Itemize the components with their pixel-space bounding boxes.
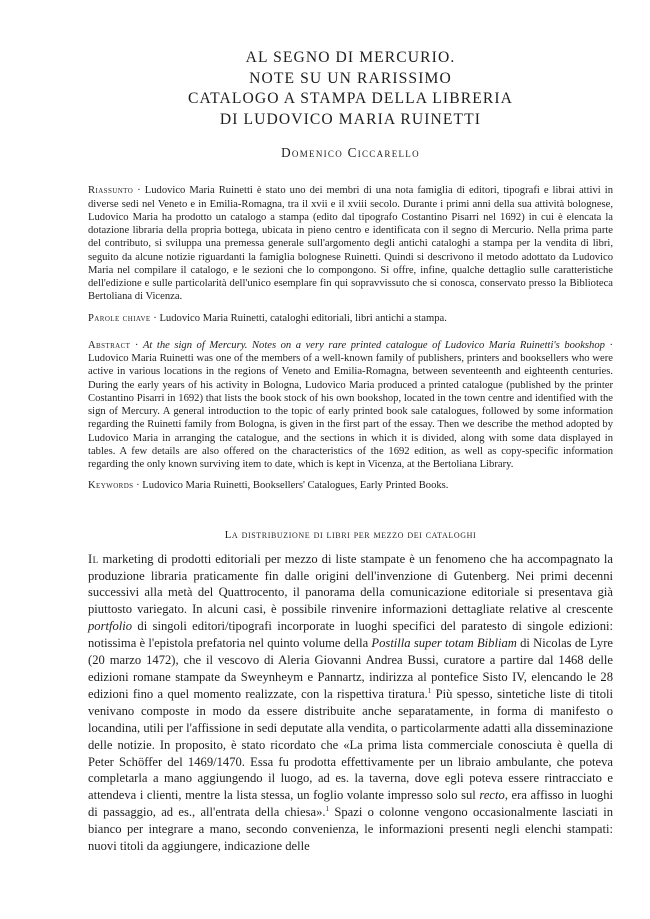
- parole-chiave-label: Parole chiave: [88, 312, 151, 324]
- abstract-english-title: At the sign of Mercury. Notes on a very rare printed catalogue of Ludovico Maria Ruinetti's bookshop: [142, 339, 605, 351]
- body-run: Spazi o colonne vengono occasionalmente lasciati in bianco per integrare a mano, secondo convenienza, le informazioni presenti negli elenchi stampati: nuovi titoli da aggiungere, indicazione delle: [88, 805, 613, 854]
- abstract-label: Abstract: [88, 339, 131, 351]
- parole-chiave-paragraph: [88, 312, 613, 325]
- footnote-ref[interactable]: 1: [427, 686, 432, 695]
- body-paragraph: [88, 551, 613, 855]
- article-title: [88, 48, 613, 161]
- title-line: AL SEGNO DI MERCURIO.: [245, 49, 456, 66]
- separator: ·: [133, 185, 145, 197]
- separator: ·: [150, 312, 160, 324]
- body-run: di singoli editori/tipografi incorporate in luoghi specifici del paratesto di singole edizioni: notissima è l'epistola prefatoria nel quinto volume della: [88, 619, 613, 651]
- author-name: Domenico Ciccarello: [281, 145, 420, 161]
- italic-term: recto: [479, 788, 505, 803]
- riassunto-label: Riassunto: [88, 185, 134, 197]
- section-heading: La distribuzione di libri per mezzo dei cataloghi: [224, 528, 477, 541]
- title-line: DI LUDOVICO MARIA RUINETTI: [219, 110, 482, 128]
- abstract-block: [88, 184, 613, 492]
- body-run: Più spesso, sintetiche liste di titoli venivano composte in modo da essere distribuite anche separatamente, in forma di manifesto o locandina, utili per l'affissione in sedi deputate alla vendita, o particolarmente adatti alla disseminazione delle notizie. In proposito, è stato ricordato che «La prima lista commerciale conosciuta è quella di Peter Schöffer del 1469/1470. Essa fu prodotta effettivamente per un libraio ambulante, che poteva completarla a mano aggiungendo il luogo, ad es. la taverna, dove egli poteva essere rintracciato e attendeva i clienti, mentre la lista stessa, un foglio volante impresso solo sul: [88, 686, 613, 803]
- body-run: marketing di prodotti editoriali per mezzo di liste stampate è un fenomeno che ha accompagnato la produzione libraria praticamente fin dalle origini dell'invenzione di Gutenberg. Nei primi decenni successivi alla metà del Quattrocento, il panorama della comunicazione editoriale si presentava già piuttosto variegato. In alcuni casi, è possibile rinvenire informazioni dettagliate relative al crescente: [88, 551, 613, 617]
- separator: ·: [130, 339, 143, 351]
- keywords-text: Ludovico Maria Ruinetti, Booksellers' Catalogues, Early Printed Books.: [142, 480, 449, 492]
- title-line: CATALOGO A STAMPA DELLA LIBRERIA: [188, 90, 513, 108]
- lead-word: Il: [88, 551, 99, 566]
- article-page: [88, 48, 613, 855]
- footnote-ref[interactable]: 1: [325, 805, 330, 814]
- italic-title: Postilla super totam Bibliam: [371, 636, 517, 651]
- keywords-paragraph: [88, 479, 613, 492]
- separator: ·: [133, 480, 143, 492]
- parole-chiave-text: Ludovico Maria Ruinetti, cataloghi editoriali, libri antichi a stampa.: [159, 312, 447, 324]
- body-run: , era affisso in luoghi di passaggio, ad es., all'entrata della chiesa».: [88, 788, 614, 820]
- body-text: [88, 551, 613, 855]
- body-run: di Nicolas de Lyre (20 marzo 1472), che il vescovo di Aleria Giovanni Andrea Bussi, curatore a partire dal 1468 delle edizioni romane stampate da Sweynheym e Pannartz, indirizza al pontefice Sisto IV, elencando le 28 edizioni fino a quel momento realizzate, con la rispettiva tiratura.: [88, 636, 614, 701]
- title-line: NOTE SU UN RARISSIMO: [249, 69, 452, 87]
- italic-term: portfolio: [88, 619, 133, 634]
- abstract-paragraph: [88, 339, 613, 472]
- riassunto-text: Ludovico Maria Ruinetti è stato uno dei membri di una nota famiglia di editori, tipografi e librai attivi in diverse sedi nel Veneto e in Emilia-Romagna, tra il xvii e il xviii secolo. Durante i primi anni della sua attività bolognese, Ludovico Maria ha prodotto un catalogo a stampa (edito dal tipografo Costantino Pisarri nel 1692) in cui è elencata la dotazione libraria della propria bottega, ubicata in pieno centro e identificata con il segno di Mercurio. Nella prima parte del contributo, si sviluppa una premessa generale sull'argomento degli antichi cataloghi a stampa per la vendita di libri, seguito da alcune notizie riguardanti la famiglia bolognese Ruinetti. Quindi si descrivono il metodo adottato da Ludovico Maria nel compilare il catalogo, e le sezioni che lo compongono. Si offre, infine, qualche dettaglio sulle caratteristiche dell'edizione e sulle particolarità dell'unico esemplare fin qui sopravvissuto che si conosca, conservato presso la Biblioteca Bertoliana di Vicenza.: [88, 185, 613, 303]
- riassunto-paragraph: [88, 184, 613, 303]
- abstract-text: Ludovico Maria Ruinetti was one of the members of a well-known family of publishers, printers and booksellers who were active in various locations in the regions of Veneto and Emilia-Romagna, between seventeenth and eighteenth centuries. During the early years of his activity in Bologna, Ludovico Maria produced a printed catalogue (published by the printer Costantino Pisarri in 1692) that lists the book stock of his own bookshop, located in the town centre and identified with the sign of Mercury. A general introduction to the topic of early printed book sale catalogues, followed by some information regarding the Ruinetti family from Bologna, is given in the first part of the essay. Then we describe the method adopted by Ludovico Maria in arranging the catalogue, and the sections in which it is divided, along with some data displayed in tables. A few details are also offered on the characteristics of the 1692 edition, as well as copy-specific information regarding the only known surviving item to date, which is kept in Vicenza, at the Bertoliana Library.: [88, 353, 613, 471]
- keywords-label: Keywords: [88, 480, 134, 492]
- separator: ·: [604, 339, 613, 351]
